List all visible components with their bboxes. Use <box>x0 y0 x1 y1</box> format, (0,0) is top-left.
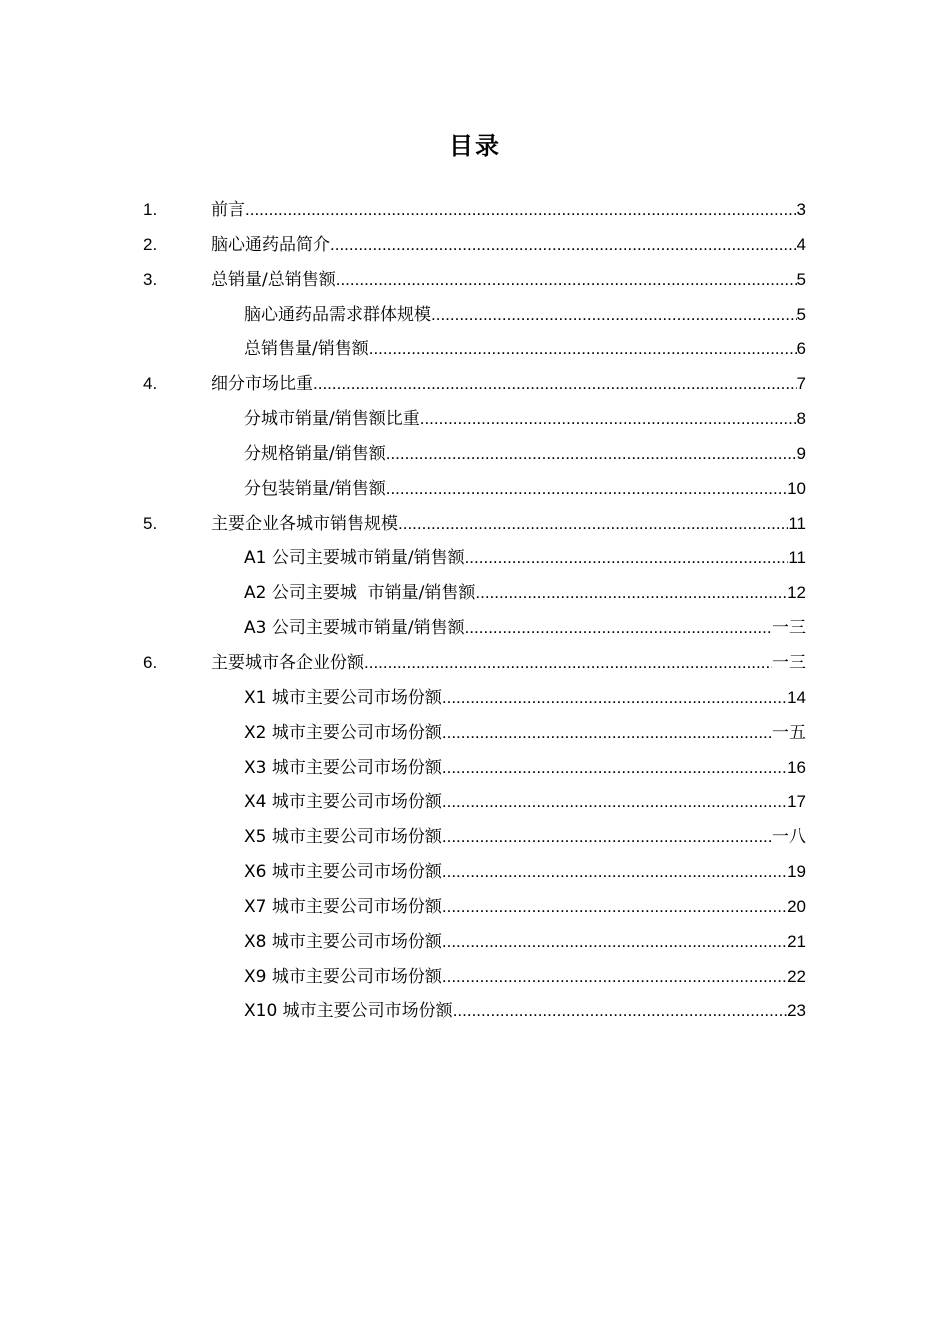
toc-dot-leader <box>386 472 787 507</box>
toc-dot-leader <box>431 298 797 333</box>
toc-entry[interactable] <box>143 994 806 1029</box>
toc-entry-text: X2 城市主要公司市场份额 <box>244 722 442 743</box>
toc-entry-body <box>244 925 806 960</box>
toc-entry[interactable] <box>143 611 806 646</box>
toc-entry-body <box>211 507 806 542</box>
toc-entry-number: 5. <box>143 513 158 533</box>
toc-dot-leader <box>313 367 797 402</box>
toc-entry-body <box>244 785 806 820</box>
toc-entry[interactable] <box>143 507 806 542</box>
toc-entry-page: 10 <box>787 478 806 498</box>
toc-entry-page: 19 <box>787 862 806 882</box>
toc-entry[interactable] <box>143 193 806 228</box>
toc-entry-page: 一三 <box>772 652 806 672</box>
toc-dot-leader <box>245 193 797 228</box>
toc-entry-text: X9 城市主要公司市场份额 <box>244 966 442 987</box>
toc-entry-text: 分规格销量/销售额 <box>244 443 386 464</box>
toc-dot-leader <box>398 507 788 542</box>
toc-entry[interactable] <box>143 751 806 786</box>
toc-dot-leader <box>330 228 797 263</box>
toc-entry-text: X6 城市主要公司市场份额 <box>244 862 442 883</box>
toc-entry-body <box>244 437 806 472</box>
toc-dot-leader <box>442 681 787 716</box>
toc-entry[interactable] <box>143 820 806 855</box>
toc-entry-body <box>211 646 806 681</box>
toc-entry-text: 总销售量/销售额 <box>244 339 369 360</box>
toc-entry-page: 3 <box>796 200 806 219</box>
toc-entry[interactable] <box>143 228 806 263</box>
toc-dot-leader <box>442 751 787 786</box>
toc-dot-leader <box>442 785 787 820</box>
toc-entry-body <box>244 890 806 925</box>
toc-entry-text: 主要城市各企业份额 <box>211 652 364 673</box>
toc-entry-page: 5 <box>796 269 806 289</box>
toc-entry-page: 11 <box>788 513 806 533</box>
toc-entry[interactable] <box>143 785 806 820</box>
toc-dot-leader <box>465 541 789 576</box>
toc-entry-body <box>244 402 806 437</box>
toc-entry-page: 11 <box>788 548 806 568</box>
toc-entry-text: 细分市场比重 <box>211 374 313 395</box>
toc-entry-page: 21 <box>787 931 806 951</box>
toc-entry-text: X3 城市主要公司市场份额 <box>244 757 442 778</box>
toc-dot-leader <box>442 960 787 995</box>
toc-entry-text: 前言 <box>211 200 245 220</box>
toc-entry-page: 一八 <box>772 827 806 847</box>
toc-entry[interactable] <box>143 716 806 751</box>
toc-entry[interactable] <box>143 263 806 298</box>
toc-entry-number: 2. <box>143 234 158 254</box>
toc-entry[interactable] <box>143 960 806 995</box>
toc-entry-text: 分包装销量/销售额 <box>244 478 386 499</box>
toc-entry-body <box>244 960 806 995</box>
toc-entry-page: 20 <box>787 896 806 916</box>
toc-entry-page: 22 <box>787 966 806 986</box>
toc-entry-body <box>244 541 806 576</box>
toc-entry-text: A1 公司主要城市销量/销售额 <box>244 548 465 569</box>
toc-entry[interactable] <box>143 646 806 681</box>
toc-entry-text: X10 城市主要公司市场份额 <box>244 1001 453 1022</box>
toc-dot-leader <box>465 611 772 646</box>
toc-title: 目录 <box>449 132 501 160</box>
toc-entry-text: X8 城市主要公司市场份额 <box>244 931 442 952</box>
toc-entry-page: 7 <box>796 374 806 394</box>
toc-entry-number: 1. <box>143 200 158 219</box>
toc-entry-page: 6 <box>796 339 806 359</box>
toc-entry-body <box>244 855 806 890</box>
toc-entry-text: A2 公司主要城 市销量/销售额 <box>244 583 476 604</box>
toc-dot-leader <box>369 332 797 367</box>
toc-entry-body <box>211 228 806 263</box>
toc-entry-page: 9 <box>796 443 806 463</box>
toc-dot-leader <box>364 646 772 681</box>
toc-entry-body <box>211 367 806 402</box>
toc-entry-page: 5 <box>796 304 806 324</box>
toc-entry[interactable] <box>143 681 806 716</box>
toc-entry-number: 3. <box>143 269 158 289</box>
toc-entry[interactable] <box>143 925 806 960</box>
toc-entry-page: 一三 <box>772 618 806 638</box>
toc-entry-page: 8 <box>796 409 806 429</box>
toc-entry[interactable] <box>143 855 806 890</box>
toc-entry-body <box>244 994 806 1029</box>
toc-entry-body <box>244 751 806 786</box>
toc-entry[interactable] <box>143 298 806 333</box>
toc-entry-page: 23 <box>787 1001 806 1021</box>
toc-entry-text: 总销量/总销售额 <box>211 269 336 290</box>
toc-entry[interactable] <box>143 332 806 367</box>
toc-entry-text: 脑心通药品需求群体规模 <box>244 304 431 325</box>
toc-dot-leader <box>336 263 797 298</box>
toc-entry[interactable] <box>143 402 806 437</box>
toc-entry-number: 4. <box>143 374 158 394</box>
toc-dot-leader <box>420 402 797 437</box>
toc-entry-text: X7 城市主要公司市场份额 <box>244 896 442 917</box>
toc-entry-page: 4 <box>796 234 806 254</box>
toc-entry[interactable] <box>143 472 806 507</box>
toc-entry-body <box>244 611 806 646</box>
toc-dot-leader <box>386 437 797 472</box>
toc-entry-page: 17 <box>787 792 806 812</box>
toc-entry-body <box>244 298 806 333</box>
toc-list <box>143 193 806 1029</box>
toc-entry-body <box>244 332 806 367</box>
toc-entry[interactable] <box>143 576 806 611</box>
toc-entry-body <box>211 193 806 228</box>
toc-entry-body <box>244 576 806 611</box>
toc-entry-body <box>244 472 806 507</box>
toc-dot-leader <box>442 855 787 890</box>
toc-dot-leader <box>475 576 787 611</box>
toc-dot-leader <box>453 994 787 1029</box>
toc-dot-leader <box>442 716 772 751</box>
toc-entry-page: 一五 <box>772 722 806 742</box>
toc-entry-text: X4 城市主要公司市场份额 <box>244 792 442 813</box>
toc-entry-text: 主要企业各城市销售规模 <box>211 513 398 534</box>
toc-entry-text: A3 公司主要城市销量/销售额 <box>244 618 465 639</box>
toc-entry-text: 脑心通药品简介 <box>211 234 330 255</box>
toc-entry-page: 14 <box>787 687 806 707</box>
toc-entry-number: 6. <box>143 652 158 672</box>
toc-entry[interactable] <box>143 367 806 402</box>
toc-entry-body <box>211 263 806 298</box>
toc-entry[interactable] <box>143 890 806 925</box>
toc-dot-leader <box>442 925 787 960</box>
toc-entry-page: 16 <box>787 757 806 777</box>
toc-entry-text: X1 城市主要公司市场份额 <box>244 687 442 708</box>
toc-entry-text: X5 城市主要公司市场份额 <box>244 827 442 848</box>
toc-entry-page: 12 <box>787 583 806 603</box>
toc-entry-body <box>244 716 806 751</box>
toc-dot-leader <box>442 890 787 925</box>
toc-entry-text: 分城市销量/销售额比重 <box>244 409 420 430</box>
toc-entry[interactable] <box>143 541 806 576</box>
toc-entry-body <box>244 820 806 855</box>
toc-entry[interactable] <box>143 437 806 472</box>
toc-dot-leader <box>442 820 772 855</box>
toc-entry-body <box>244 681 806 716</box>
